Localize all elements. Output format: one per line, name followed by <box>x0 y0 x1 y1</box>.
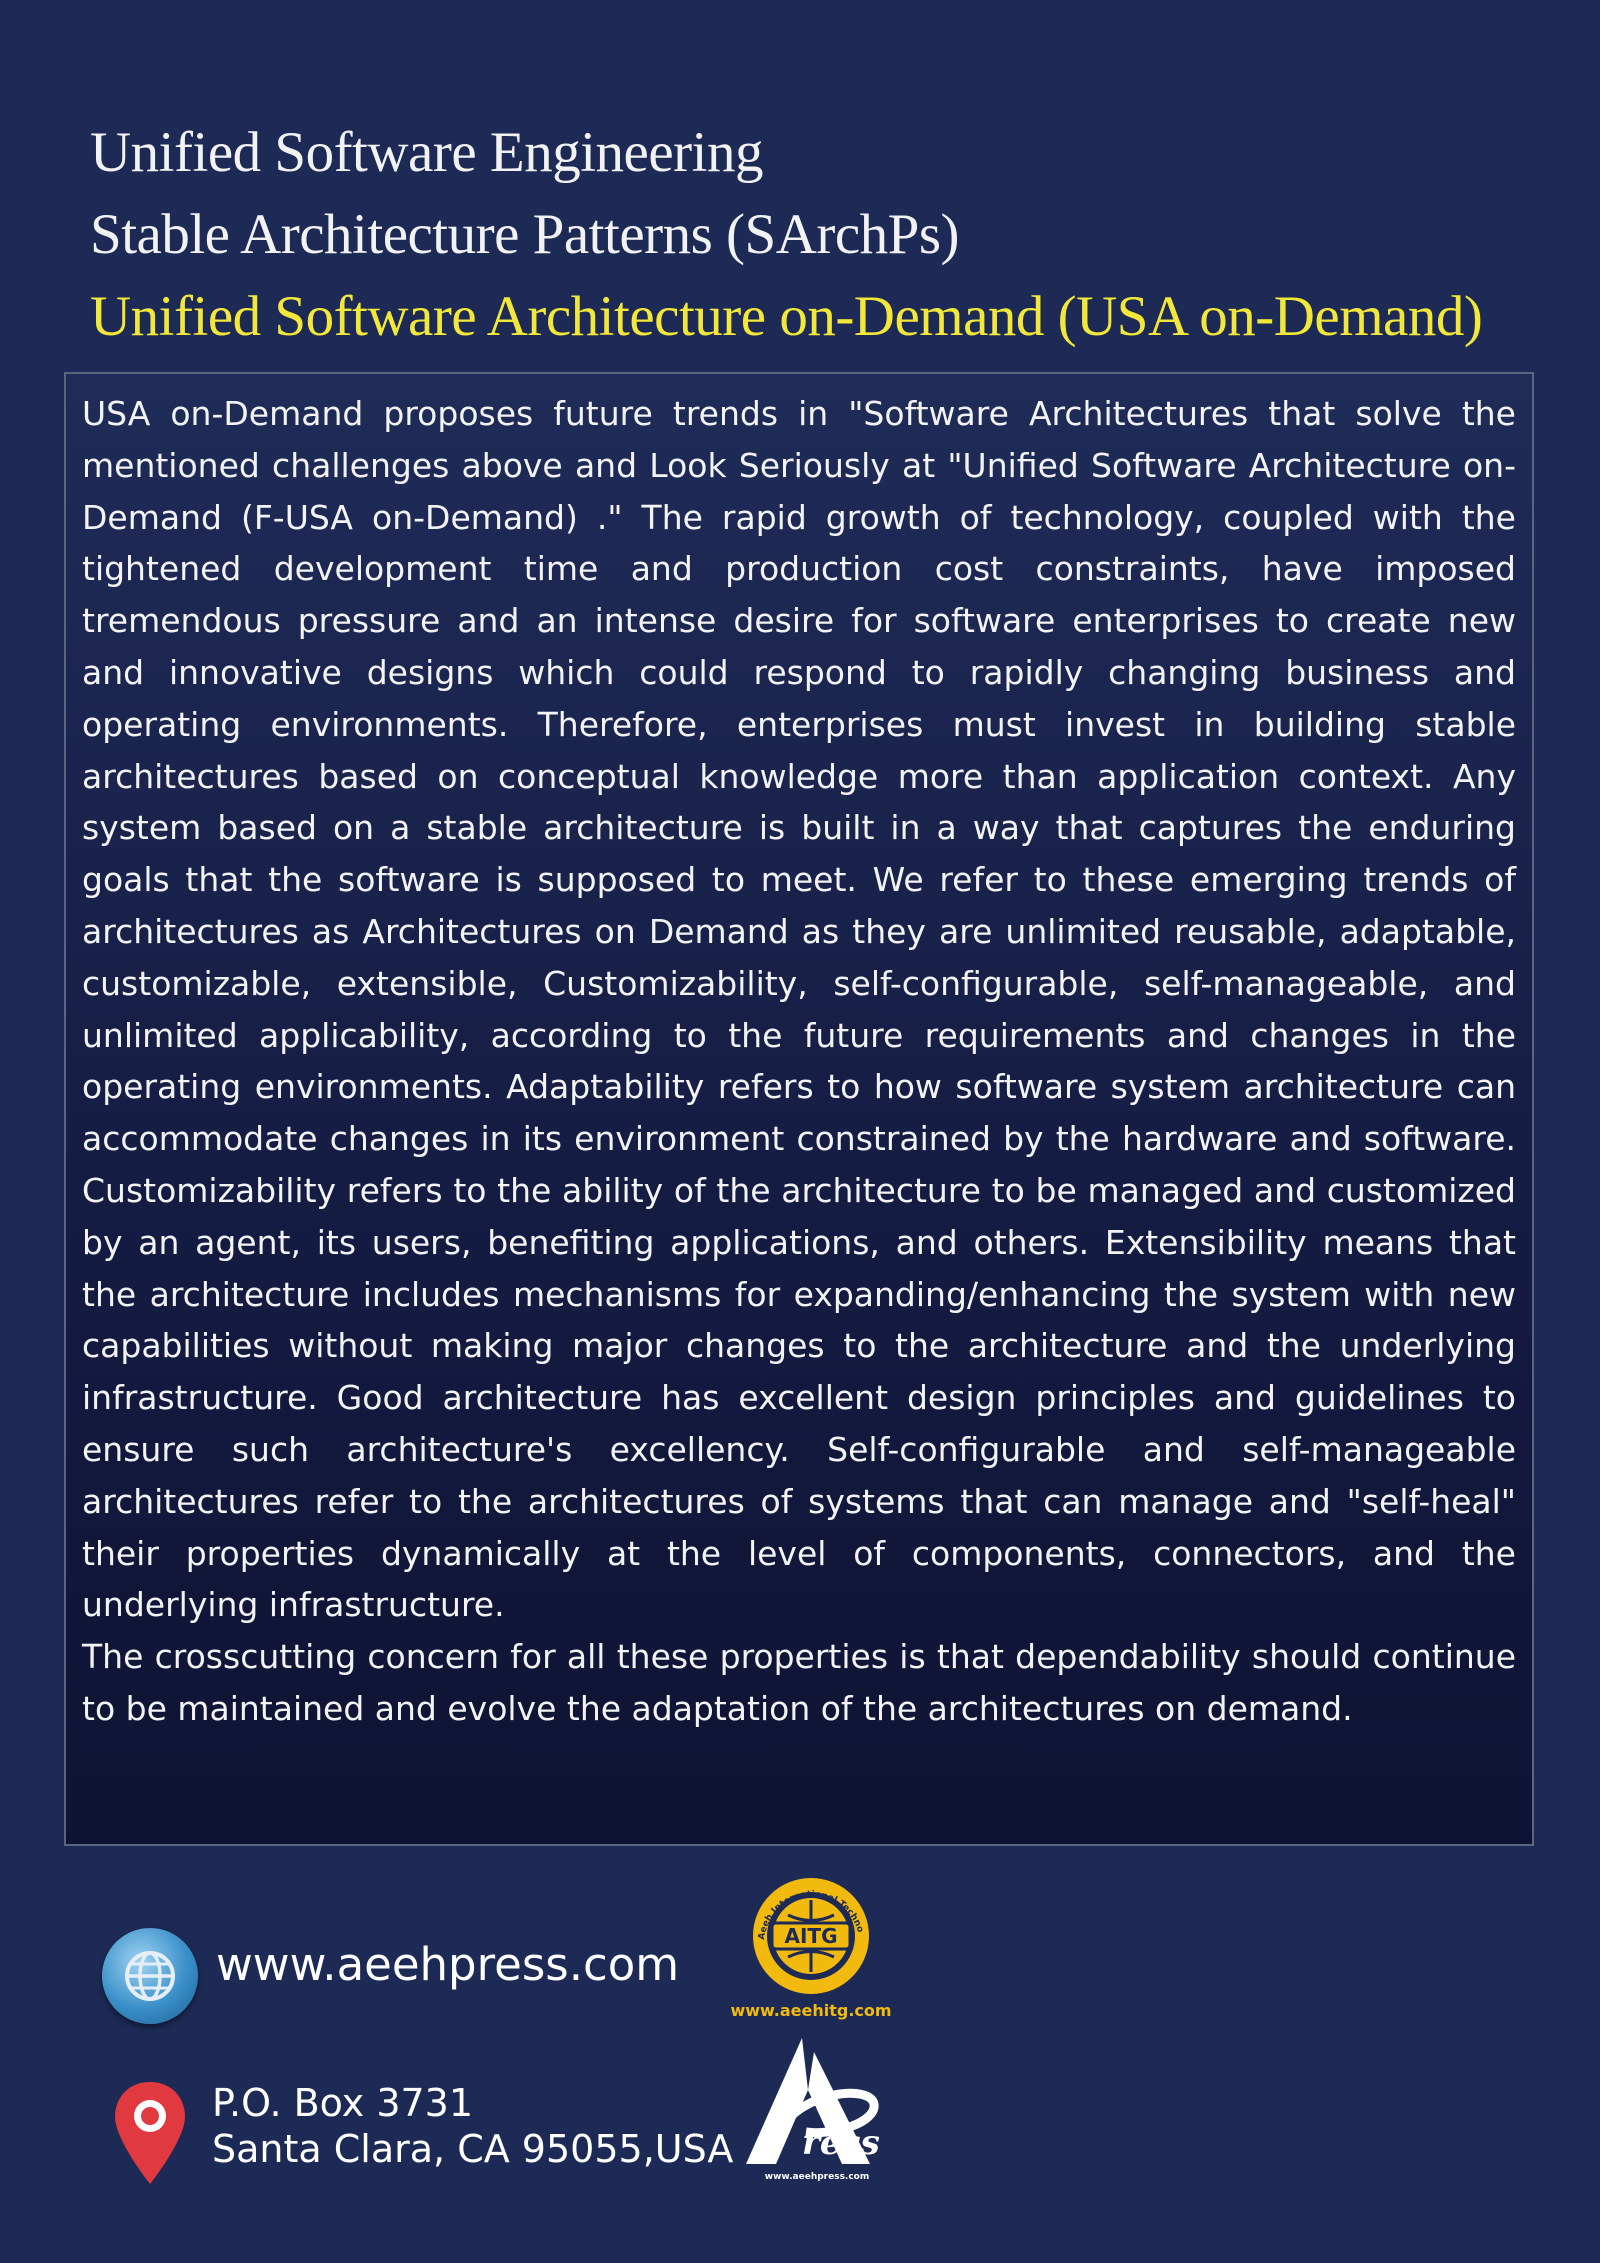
title-line-1: Unified Software Engineering <box>90 121 763 184</box>
press-url: www.aeehpress.com <box>764 2172 870 2182</box>
address-row <box>112 2080 732 2190</box>
address-line-2: Santa Clara, CA 95055,USA <box>212 2127 734 2171</box>
aeeh-press-logo <box>742 2032 892 2182</box>
postal-address <box>212 2080 733 2172</box>
title-block <box>90 112 1550 358</box>
globe-icon <box>102 1928 198 2024</box>
website-link[interactable]: www.aeehpress.com <box>216 1938 680 1991</box>
location-pin-icon <box>112 2080 188 2190</box>
description-paragraph-1: USA on-Demand proposes future trends in "Software Architectures that solve the mentioned challenges above and Look Seriously at "Unified Software Architecture on-Demand (F-USA on-Demand) ." The rapid growth of technology, coupled with the tightened development time and production cost constraints, have imposed tremendous pressure and an intense desire for software enterprises to create new and innovative designs which could respond to rapidly changing business and operating environments. Therefore, enterprises must invest in building stable architectures based on conceptual knowledge more than application context. Any system based on a stable architecture is built in a way that captures the enduring goals that the software is supposed to meet. We refer to these emerging trends of architectures as Architectures on Demand as they are unlimited reusable, adaptable, customizable, extensible, Customizability, self-configurable, self-manageable, and unlimited applicability, according to the future requirements and changes in the operating environments. Adaptability refers to how software system architecture can accommodate changes in its environment constrained by the hardware and software. Customizability refers to the ability of the architecture to be managed and customized by an agent, its users, benefiting applications, and others. Extensibility means that the architecture includes mechanisms for expanding/enhancing the system with new capabilities without making major changes to the architecture and the underlying infrastructure. Good architecture has excellent design principles and guidelines to ensure such architecture's excellency. Self-configurable and self-manageable architectures refer to the architectures of systems that can manage and "self-heal" their properties dynamically at the level of components, connectors, and the underlying infrastructure. <box>82 394 1516 1625</box>
aitg-logo <box>726 1870 896 2025</box>
title-line-2: Stable Architecture Patterns (SArchPs) <box>90 203 960 266</box>
description-box <box>64 372 1534 1846</box>
aitg-badge-text: AITG <box>784 1924 838 1948</box>
aitg-ring-text: Aeeh International Techno <box>756 1889 865 1941</box>
press-wordmark: ress <box>802 2123 880 2163</box>
website-row <box>102 1928 702 2028</box>
aitg-url: www.aeehitg.com <box>730 2001 892 2020</box>
address-line-1: P.O. Box 3731 <box>212 2081 474 2125</box>
title-line-3: Unified Software Architecture on-Demand (USA on-Demand) <box>90 285 1483 348</box>
description-paragraph-2: The crosscutting concern for all these properties is that dependability should continue to be maintained and evolve the adaptation of the architectures on demand. <box>82 1637 1516 1728</box>
